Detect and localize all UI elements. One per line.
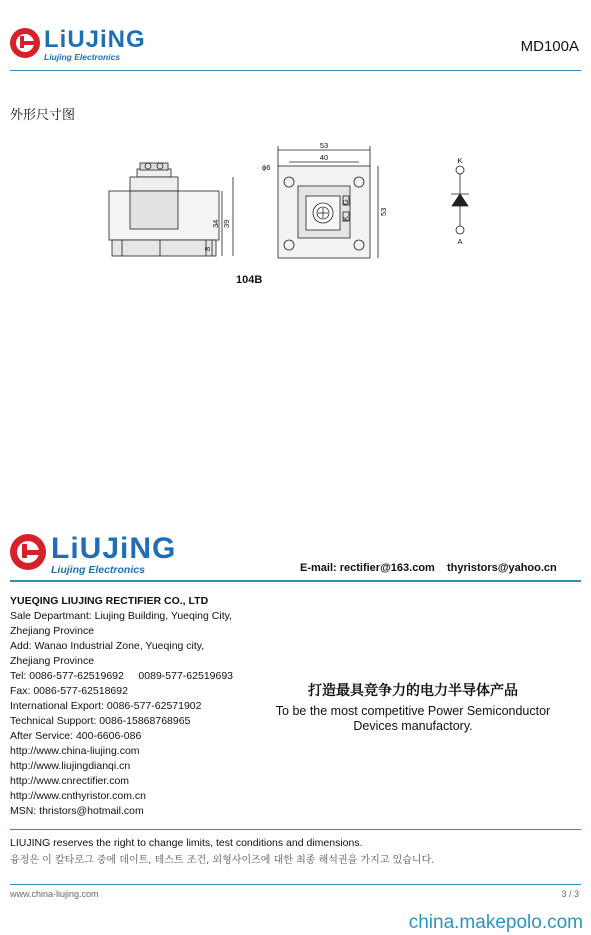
dim-h8: 8 (203, 246, 212, 251)
model-title: MD100A (520, 38, 579, 55)
email-primary[interactable]: E-mail: rectifier@163.com (300, 562, 435, 574)
section-label: 外形尺寸图 (10, 108, 76, 123)
footer-top-rule (10, 580, 581, 582)
footer-url[interactable]: www.china-liujing.com (10, 889, 99, 899)
dim-hole: ϕ6 (262, 163, 271, 172)
contact-block (10, 594, 233, 819)
dim-height: 53 (379, 207, 388, 216)
contact-line: After Service: 400-6606-086 (10, 730, 142, 742)
logo-subtitle: Liujing Electronics (44, 52, 121, 62)
contact-line: Zhejiang Province (10, 625, 95, 637)
terminal-k: K (341, 215, 350, 221)
terminal-g: G (341, 199, 350, 205)
thyristor-symbol (451, 166, 469, 234)
legal-rule (10, 829, 581, 830)
legal-english: LIUJING reserves the right to change limits, test conditions and dimensions. (10, 837, 363, 849)
watermark: china.makepolo.com (408, 912, 583, 933)
contact-line: Sale Departmant: Liujing Building, Yueqing City, (10, 610, 232, 622)
footer-logo (10, 534, 176, 576)
footer-logo-mark-icon (10, 534, 46, 570)
top-view (278, 146, 378, 258)
dim-outer-width: 53 (319, 141, 329, 150)
dim-h39: 39 (222, 219, 231, 228)
contact-line: Fax: 0086-577-62518692 (10, 685, 128, 697)
contact-line: Zhejiang Province (10, 655, 95, 667)
contact-line: Tel: 0086-577-62519692 0089-577-62519693 (10, 670, 234, 682)
website-link[interactable]: http://www.liujingdianqi.cn (10, 760, 131, 772)
header-rule (10, 70, 581, 71)
dim-h34: 34 (211, 219, 220, 228)
footer-logo-word: LiUJiNG (51, 532, 177, 565)
symbol-k-label: K (457, 156, 463, 165)
logo-word: LiUJiNG (44, 26, 146, 53)
company-name: YUEQING LIUJING RECTIFIER CO., LTD (10, 595, 209, 607)
contact-line: International Export: 0086-577-62571902 (10, 700, 202, 712)
symbol-a-label: A (457, 237, 463, 246)
slogan-english-line2: Devices manufactory. (353, 719, 473, 733)
outline-drawing (0, 130, 591, 300)
footer-logo-subtitle: Liujing Electronics (51, 564, 145, 576)
contact-line: Add: Wanao Industrial Zone, Yueqing city, (10, 640, 205, 652)
contact-line: Technical Support: 0086-15868768965 (10, 715, 191, 727)
logo-mark-icon (10, 28, 40, 58)
website-link[interactable]: http://www.cnthyristor.com.cn (10, 790, 146, 802)
website-link[interactable]: http://www.cnrectifier.com (10, 775, 130, 787)
package-name: 104B (236, 274, 263, 286)
website-link[interactable]: http://www.china-liujing.com (10, 745, 140, 757)
side-view (109, 163, 233, 256)
header-logo (10, 28, 146, 62)
slogan-english-line1: To be the most competitive Power Semiconductor (275, 704, 551, 718)
email-secondary[interactable]: thyristors@yahoo.cn (447, 562, 557, 574)
slogan-english (268, 704, 558, 734)
page-number: 3 / 3 (561, 889, 579, 899)
bottom-rule (10, 884, 581, 885)
legal-korean: 융정은 이 칼타로그 중에 데이트, 테스트 조건, 외형사이즈에 대한 최종 해석권을 가지고 있습니다. (10, 855, 435, 866)
slogan-chinese: 打造最具竞争力的电力半导体产品 (308, 683, 518, 699)
contact-line: MSN: thristors@hotmail.com (10, 805, 144, 817)
dim-inner-width: 40 (319, 153, 329, 162)
